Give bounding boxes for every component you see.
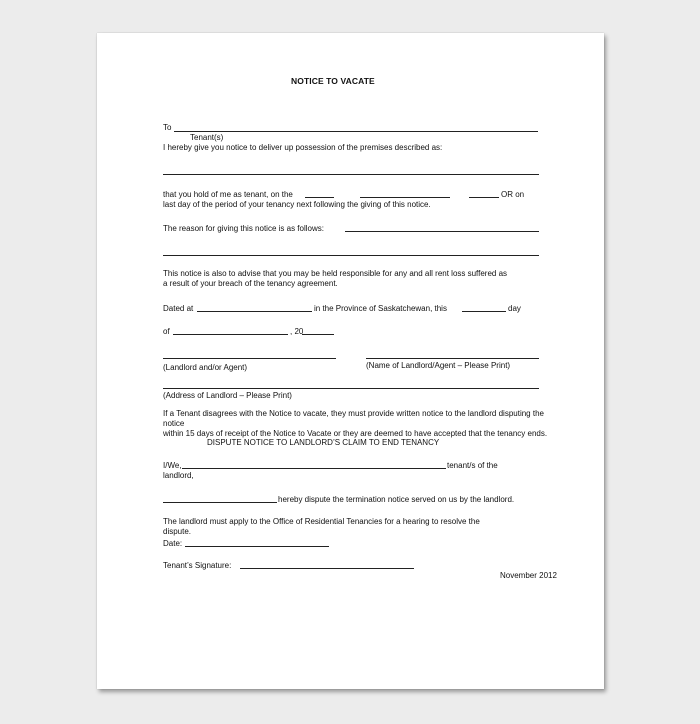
disagree-text-line-3: within 15 days of receipt of the Notice to Vacate or they are deemed to have accepted that the tenancy ends. — [163, 429, 548, 438]
tenants-label: Tenant(s) — [190, 133, 224, 142]
date-blank-3[interactable] — [469, 197, 499, 198]
tenant-signature-line[interactable] — [240, 568, 414, 569]
premises-description-line[interactable] — [163, 174, 539, 175]
must-apply-line-1: The landlord must apply to the Office of Residential Tenancies for a hearing to resolve the — [163, 517, 480, 526]
day-line[interactable] — [462, 311, 506, 312]
reason-text: The reason for giving this notice is as follows: — [163, 224, 324, 233]
year-line[interactable] — [302, 334, 334, 335]
document-title: NOTICE TO VACATE — [291, 76, 375, 86]
advise-text-line-2: a result of your breach of the tenancy agreement. — [163, 279, 338, 288]
year-prefix: , 20 — [290, 327, 304, 336]
held-of-me-text: that you hold of me as tenant, on the — [163, 190, 293, 199]
month-line[interactable] — [173, 334, 288, 335]
tenant-names-line[interactable] — [182, 468, 446, 469]
province-text: in the Province of Saskatchewan, this — [314, 304, 447, 313]
landlord-signature-line[interactable] — [163, 358, 336, 359]
reason-line-1[interactable] — [345, 231, 539, 232]
disagree-text-line-2: notice — [163, 419, 185, 428]
tenants-of-text: tenant/s of the — [447, 461, 498, 470]
dispute-heading: DISPUTE NOTICE TO LANDLORD’S CLAIM TO END TENANCY — [207, 438, 440, 447]
dispute-date-line[interactable] — [185, 546, 329, 547]
landlord-name-label: (Name of Landlord/Agent – Please Print) — [366, 361, 511, 370]
landlord-address-line[interactable] — [163, 388, 539, 389]
to-label: To — [163, 123, 172, 132]
footer-date: November 2012 — [500, 571, 557, 580]
disagree-text-line-1: If a Tenant disagrees with the Notice to vacate, they must provide written notice to the landlord disputing the — [163, 409, 544, 418]
dispute-name-line[interactable] — [163, 502, 277, 503]
premises-notice-text: I hereby give you notice to deliver up possession of the premises described as: — [163, 143, 443, 152]
date-blank-2[interactable] — [360, 197, 450, 198]
iwe-label: I/We, — [163, 461, 182, 470]
reason-line-2[interactable] — [163, 255, 539, 256]
hereby-dispute-text: hereby dispute the termination notice served on us by the landlord. — [278, 495, 515, 504]
tenant-name-line[interactable] — [174, 131, 538, 132]
landlord-agent-label: (Landlord and/or Agent) — [163, 363, 248, 372]
day-label: day — [508, 304, 521, 313]
landlord-comma-text: landlord, — [163, 471, 194, 480]
tenant-signature-label: Tenant’s Signature: — [163, 561, 232, 570]
advise-text-line-1: This notice is also to advise that you may be held responsible for any and all rent loss suffered as — [163, 269, 508, 278]
dated-at-place-line[interactable] — [197, 311, 312, 312]
document-page — [97, 33, 604, 689]
last-day-text: last day of the period of your tenancy next following the giving of this notice. — [163, 200, 431, 209]
or-on-text: OR on — [501, 190, 525, 199]
dated-at-label: Dated at — [163, 304, 194, 313]
of-label: of — [163, 327, 170, 336]
date-blank-1[interactable] — [305, 197, 334, 198]
date-label: Date: — [163, 539, 183, 548]
landlord-name-line[interactable] — [366, 358, 539, 359]
must-apply-line-2: dispute. — [163, 527, 192, 536]
landlord-address-label: (Address of Landlord – Please Print) — [163, 391, 292, 400]
